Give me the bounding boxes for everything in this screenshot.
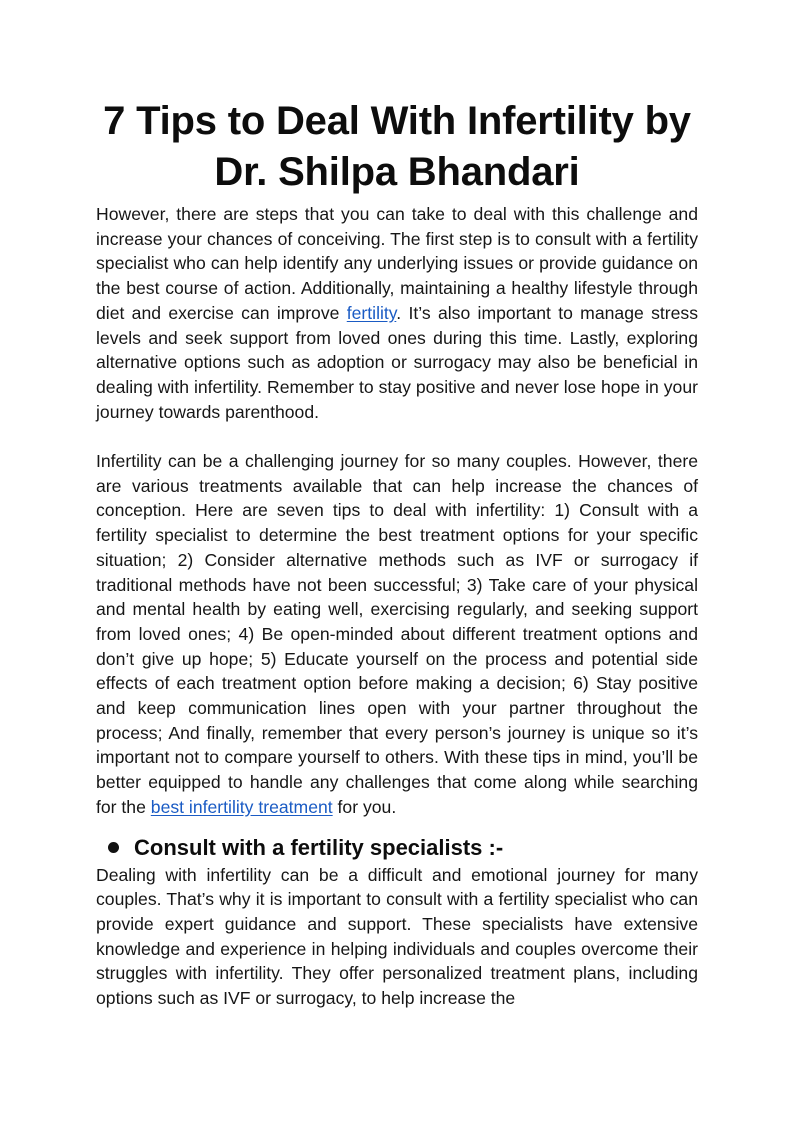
best-infertility-treatment-link[interactable]: best infertility treatment (150, 796, 333, 817)
intro-text-after-link: . It’s also important to manage stress levels and seek support from loved ones during this time. Lastly, exploring alternative options such as adoption or surrogacy may also be beneficial in dealing with infertility. Remember to stay positive and never lose hope in your journey towards parenthood. (96, 302, 698, 422)
tips-paragraph (96, 449, 698, 820)
document-page (96, 96, 698, 1011)
page-title (86, 96, 708, 198)
page-title-line-2: Dr. Shilpa Bhandari (214, 150, 580, 194)
fertility-link[interactable]: fertility (346, 302, 397, 323)
intro-text-before-link: However, there are steps that you can take to deal with this challenge and increase your chances of conceiving. The first step is to consult with a fertility specialist who can help identify any underlying issues or provide guidance on the best course of action. Additionally, maintaining a healthy lifestyle through diet and exercise can improve (96, 204, 698, 323)
section-heading-consult (108, 833, 698, 863)
bullet-icon (108, 842, 119, 853)
tips-text-after-link: for you. (332, 796, 397, 817)
section-heading-text: Consult with a fertility specialists :- (134, 834, 504, 860)
page-title-line-1: 7 Tips to Deal With Infertility by (103, 99, 691, 143)
consult-paragraph: Dealing with infertility can be a difficult and emotional journey for many couples. That’s why it is important to consult with a fertility specialist who can provide expert guidance and support. These specialists have extensive knowledge and experience in helping individuals and couples overcome their struggles with infertility. They offer personalized treatment plans, including options such as IVF or surrogacy, to help increase the (96, 864, 698, 1009)
tips-text-before-link: Infertility can be a challenging journey for so many couples. However, there are various treatments available that can help increase the chances of conception. Here are seven tips to deal with infertility: 1) Consult with a fertility specialist to determine the best treatment options for your specific situation; 2) Consider alternative methods such as IVF or surrogacy if traditional methods have not been successful; 3) Take care of your physical and mental health by eating well, exercising regularly, and seeking support from loved ones; 4) Be open-minded about different treatment options and don’t give up hope; 5) Educate yourself on the process and potential side effects of each treatment option before making a decision; 6) Stay positive and keep communication lines open with your partner throughout the process; And finally, remember that every person’s journey is unique so it’s important not to compare yourself to others. With these tips in mind, you’ll be better equipped to handle any challenges that come along while searching for the (96, 451, 698, 817)
intro-paragraph (96, 202, 698, 424)
